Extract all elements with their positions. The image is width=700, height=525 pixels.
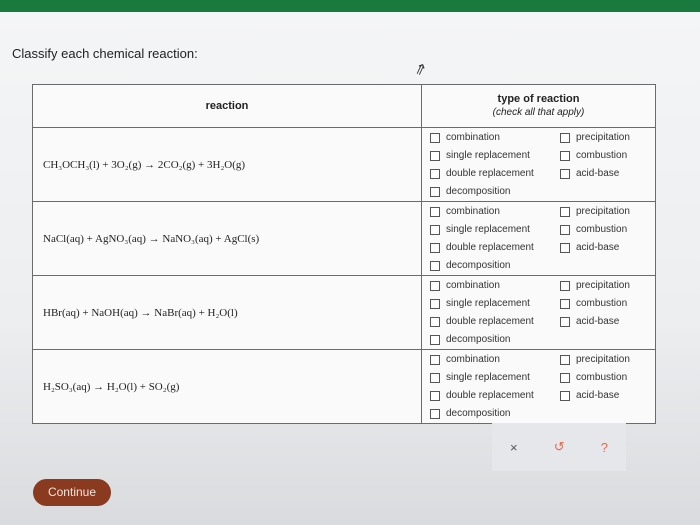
checkbox[interactable] <box>430 187 440 197</box>
checkbox[interactable] <box>430 391 440 401</box>
reaction-options <box>422 276 656 350</box>
checkbox[interactable] <box>560 207 570 217</box>
reaction-table <box>32 84 656 424</box>
checkbox[interactable] <box>430 373 440 383</box>
continue-button[interactable]: Continue <box>33 479 111 506</box>
option-label: decomposition <box>446 260 511 271</box>
checkbox[interactable] <box>430 207 440 217</box>
option-label: precipitation <box>576 354 630 365</box>
reaction-options <box>422 350 656 424</box>
option-single-replacement[interactable] <box>430 297 560 311</box>
undo-icon[interactable]: ↺ <box>553 439 565 454</box>
checkbox[interactable] <box>560 133 570 143</box>
reaction-options <box>422 202 656 276</box>
checkbox[interactable] <box>430 133 440 143</box>
reaction-header: reaction <box>33 85 422 128</box>
option-label: combination <box>446 206 500 217</box>
checkbox[interactable] <box>430 169 440 179</box>
option-label: acid-base <box>576 168 620 179</box>
option-decomposition[interactable] <box>430 333 655 347</box>
option-precipitation[interactable] <box>560 279 655 293</box>
reaction-equation: CH₃OCH₃(l) + 3O₂(g) → 2CO₂(g) + 3H₂O(g) <box>33 128 422 202</box>
checkbox[interactable] <box>430 299 440 309</box>
option-combination[interactable] <box>430 205 560 219</box>
option-label: acid-base <box>576 242 620 253</box>
option-label: decomposition <box>446 186 511 197</box>
reaction-equation: NaCl(aq) + AgNO₃(aq) → NaNO₃(aq) + AgCl(s) <box>33 202 422 276</box>
option-label: decomposition <box>446 408 511 419</box>
mouse-cursor-icon: ⇗ <box>411 59 430 80</box>
clear-icon[interactable]: × <box>510 439 518 455</box>
checkbox[interactable] <box>430 151 440 161</box>
option-precipitation[interactable] <box>560 353 655 367</box>
option-single-replacement[interactable] <box>430 223 560 237</box>
question-prompt: Classify each chemical reaction: <box>12 46 198 61</box>
checkbox[interactable] <box>560 225 570 235</box>
option-label: single replacement <box>446 372 530 383</box>
option-label: combination <box>446 132 500 143</box>
option-label: combustion <box>576 224 628 235</box>
checkbox[interactable] <box>560 355 570 365</box>
option-label: combustion <box>576 150 628 161</box>
option-label: single replacement <box>446 298 530 309</box>
checkbox[interactable] <box>430 335 440 345</box>
checkbox[interactable] <box>430 355 440 365</box>
option-label: double replacement <box>446 168 534 179</box>
option-single-replacement[interactable] <box>430 149 560 163</box>
reaction-row <box>33 202 656 276</box>
option-acid-base[interactable] <box>560 241 655 255</box>
checkbox[interactable] <box>560 243 570 253</box>
checkbox[interactable] <box>430 225 440 235</box>
option-single-replacement[interactable] <box>430 371 560 385</box>
checkbox[interactable] <box>560 281 570 291</box>
option-double-replacement[interactable] <box>430 241 560 255</box>
question-panel <box>0 12 700 525</box>
option-label: precipitation <box>576 132 630 143</box>
checkbox[interactable] <box>560 317 570 327</box>
reaction-row <box>33 276 656 350</box>
checkbox[interactable] <box>560 151 570 161</box>
option-precipitation[interactable] <box>560 205 655 219</box>
answer-toolbar <box>492 423 626 471</box>
option-combination[interactable] <box>430 279 560 293</box>
option-label: acid-base <box>576 316 620 327</box>
option-label: double replacement <box>446 242 534 253</box>
option-combination[interactable] <box>430 131 560 145</box>
reaction-equation: HBr(aq) + NaOH(aq) → NaBr(aq) + H₂O(l) <box>33 276 422 350</box>
checkbox[interactable] <box>430 409 440 419</box>
option-double-replacement[interactable] <box>430 389 560 403</box>
option-label: single replacement <box>446 150 530 161</box>
option-decomposition[interactable] <box>430 185 655 199</box>
option-label: precipitation <box>576 206 630 217</box>
checkbox[interactable] <box>560 169 570 179</box>
option-label: double replacement <box>446 316 534 327</box>
checkbox[interactable] <box>430 281 440 291</box>
checkbox[interactable] <box>560 299 570 309</box>
option-label: combination <box>446 354 500 365</box>
option-label: acid-base <box>576 390 620 401</box>
reaction-row <box>33 350 656 424</box>
option-label: double replacement <box>446 390 534 401</box>
type-header-title: type of reaction <box>497 93 580 105</box>
option-combustion[interactable] <box>560 371 655 385</box>
type-header-subtitle: (check all that apply) <box>492 107 585 118</box>
option-combination[interactable] <box>430 353 560 367</box>
option-combustion[interactable] <box>560 297 655 311</box>
reaction-equation: H₂SO₃(aq) → H₂O(l) + SO₂(g) <box>33 350 422 424</box>
option-combustion[interactable] <box>560 223 655 237</box>
option-precipitation[interactable] <box>560 131 655 145</box>
reaction-row <box>33 128 656 202</box>
option-label: precipitation <box>576 280 630 291</box>
reaction-options <box>422 128 656 202</box>
option-combustion[interactable] <box>560 149 655 163</box>
option-acid-base[interactable] <box>560 167 655 181</box>
option-label: combustion <box>576 298 628 309</box>
checkbox[interactable] <box>430 243 440 253</box>
option-acid-base[interactable] <box>560 389 655 403</box>
option-acid-base[interactable] <box>560 315 655 329</box>
help-icon[interactable]: ? <box>600 439 608 455</box>
option-label: combination <box>446 280 500 291</box>
option-double-replacement[interactable] <box>430 167 560 181</box>
option-decomposition[interactable] <box>430 407 655 421</box>
option-double-replacement[interactable] <box>430 315 560 329</box>
option-label: combustion <box>576 372 628 383</box>
checkbox[interactable] <box>430 261 440 271</box>
checkbox[interactable] <box>560 391 570 401</box>
checkbox[interactable] <box>430 317 440 327</box>
type-header <box>422 85 656 128</box>
option-decomposition[interactable] <box>430 259 655 273</box>
option-label: decomposition <box>446 334 511 345</box>
option-label: single replacement <box>446 224 530 235</box>
top-bar <box>0 0 700 12</box>
checkbox[interactable] <box>560 373 570 383</box>
